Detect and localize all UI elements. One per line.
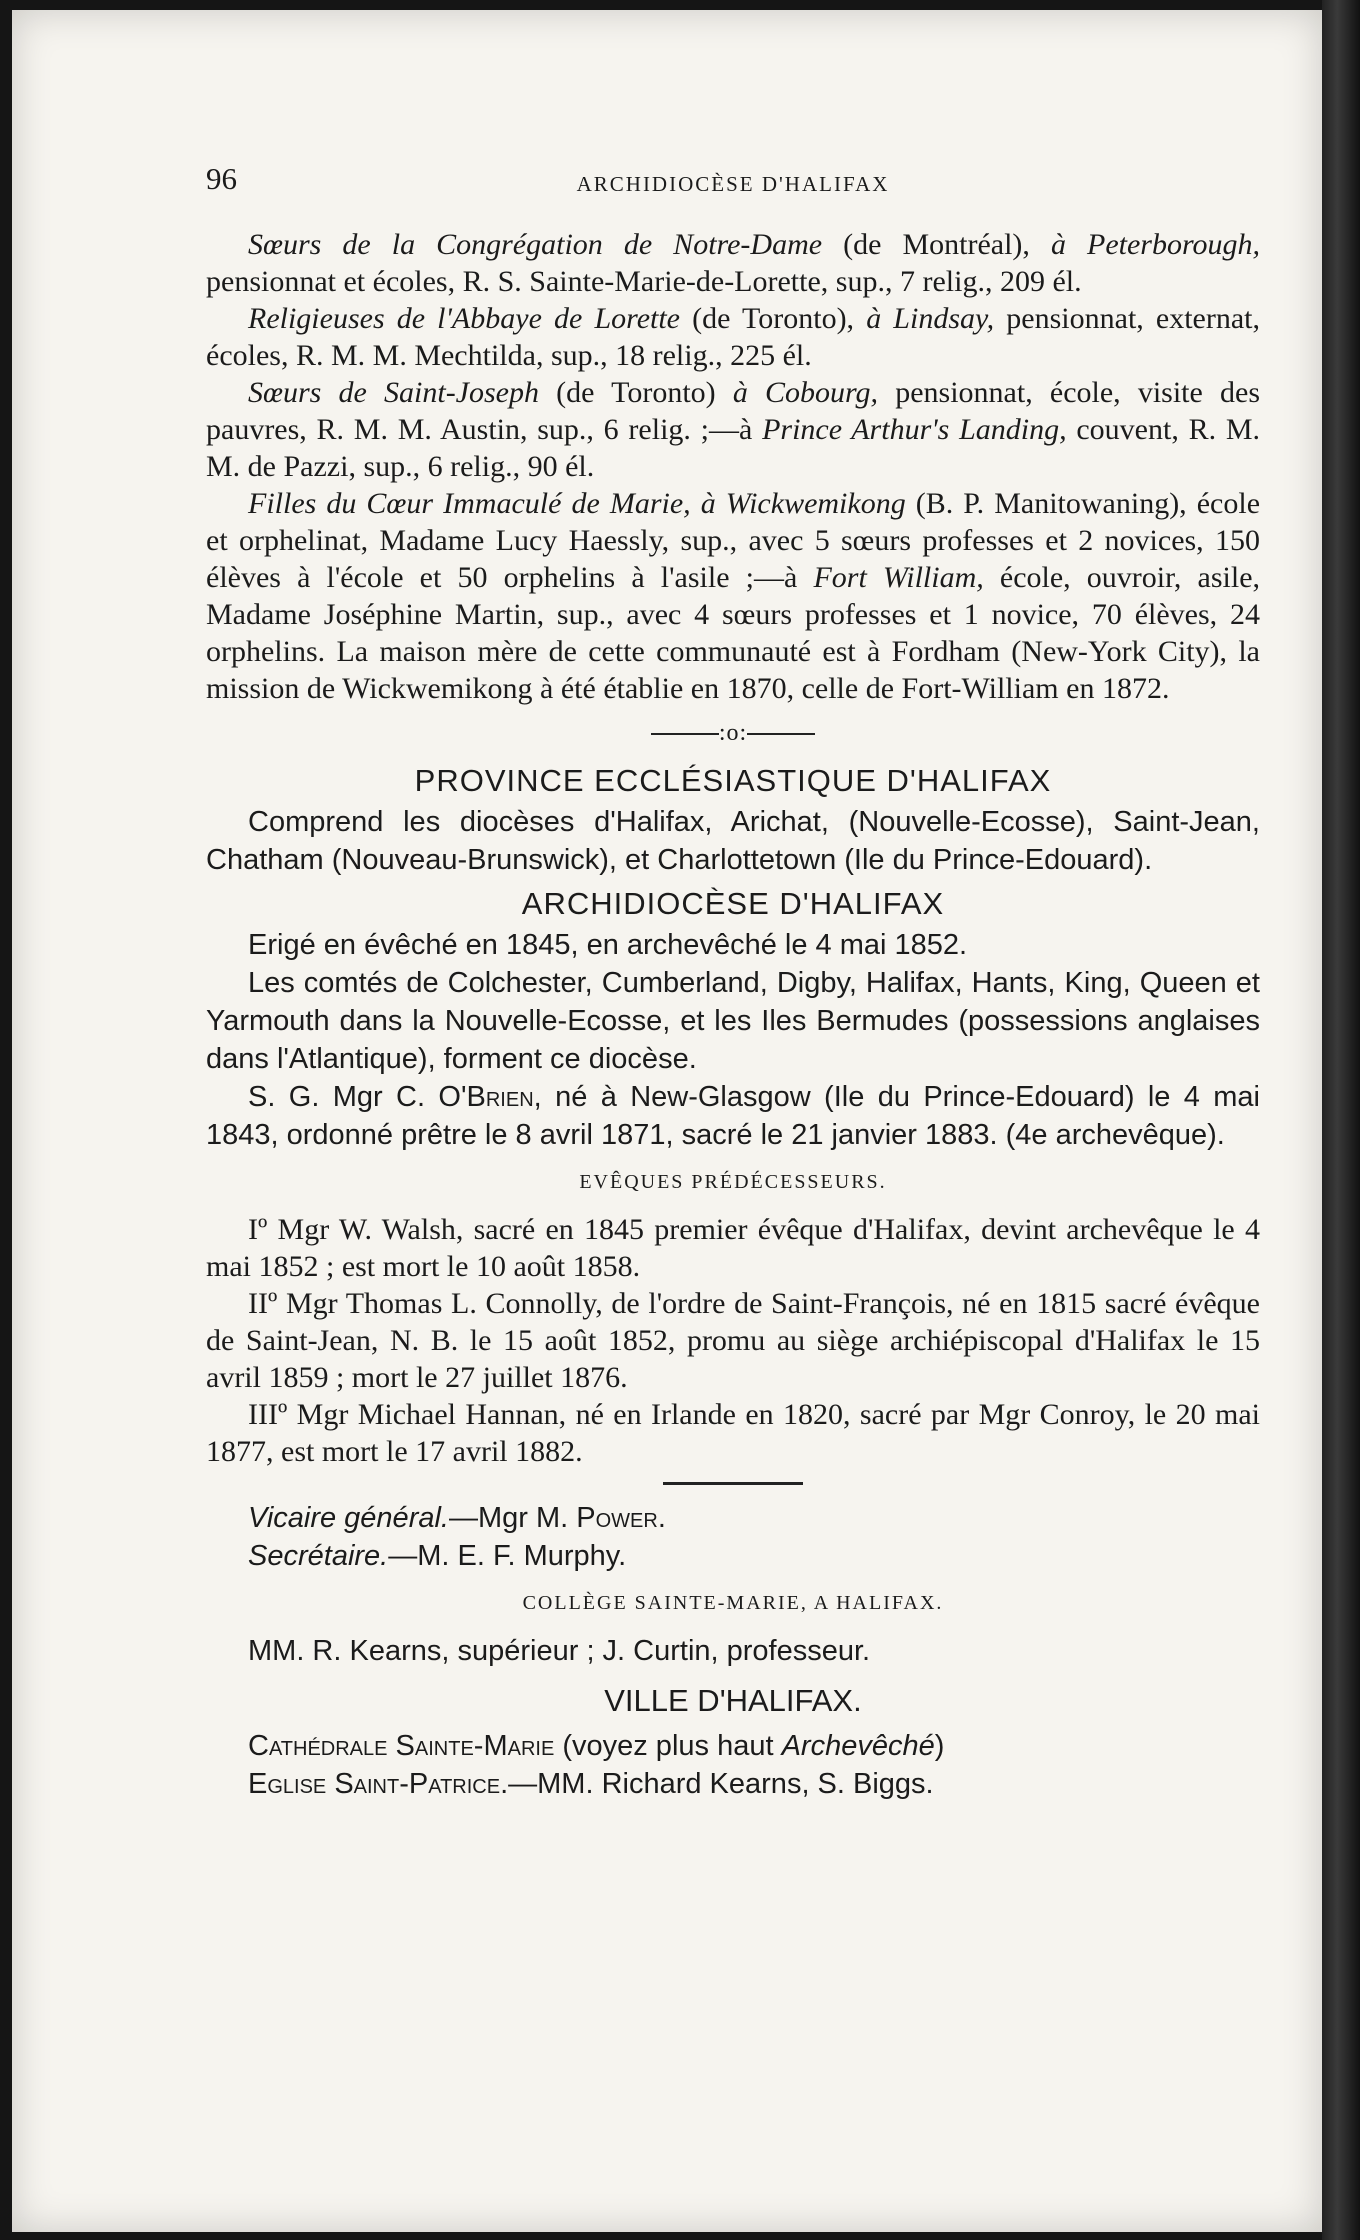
section-separator: :o: [206,715,1260,752]
vicaire-general: Vicaire général.—Mgr M. Power. [248,1502,666,1534]
archbishop-entry: S. G. Mgr C. O'Brien, né à New-Glasgow (Ile du Prince-Edouard) le 4 mai 1843, ordonné prêtre le 8 avril 1871, sacré le 21 janvier 1883. (4e archevêque). [206,1081,1260,1151]
eglise-entry: Eglise Saint-Patrice.—MM. Richard Kearns, S. Biggs. [248,1768,934,1800]
predecessors-heading: EVÊQUES PRÉDÉCESSEURS. [579,1171,887,1193]
predecessor-item: IIIº Mgr Michael Hannan, né en Irlande en 1820, sacré par Mgr Conroy, le 20 mai 1877, est mort le 17 avril 1882. [206,1398,1260,1468]
page-edge [1322,0,1360,2240]
predecessor-item: IIº Mgr Thomas L. Connolly, de l'ordre de Saint-François, né en 1815 sacré évêque de Saint-Jean, N. B. le 15 août 1852, promu au siège archiépiscopal d'Halifax le 15 avril 1859 ; mort le 27 juillet 1876. [206,1287,1260,1394]
archdiocese-heading: ARCHIDIOCÈSE D'HALIFAX [521,886,945,921]
entry-saint-joseph: Sœurs de Saint-Joseph (de Toronto) à Cobourg, pensionnat, école, visite des pauvres, R. M. M. Austin, sup., 6 relig. ;—à Prince Arthur's Landing, couvent, R. M. M. de Pazzi, sup., 6 relig., 90 él. [206,376,1261,483]
secretaire: Secrétaire.—M. E. F. Murphy. [248,1540,627,1572]
page-header [206,160,1260,204]
province-heading: PROVINCE ECCLÉSIASTIQUE D'HALIFAX [414,763,1052,798]
province-text: Comprend les diocèses d'Halifax, Arichat, (Nouvelle-Ecosse), Saint-Jean, Chatham (Nouveau-Brunswick), et Charlottetown (Ile du Prince-Edouard). [206,806,1260,876]
ville-heading: VILLE D'HALIFAX. [604,1683,862,1718]
predecessor-item: Iº Mgr W. Walsh, sacré en 1845 premier évêque d'Halifax, devint archevêque le 4 mai 1852 ; est mort le 10 août 1858. [206,1213,1260,1283]
college-staff: MM. R. Kearns, supérieur ; J. Curtin, professeur. [248,1635,871,1667]
college-heading: COLLÈGE SAINTE-MARIE, A HALIFAX. [522,1592,944,1614]
cathedrale-entry: Cathédrale Sainte-Marie (voyez plus haut Archevêché) [248,1730,945,1762]
divider-rule [663,1482,803,1485]
entry-filles-coeur-immacule: Filles du Cœur Immaculé de Marie, à Wickwemikong (B. P. Manitowaning), école et orphelinat, Madame Lucy Haessly, sup., avec 5 sœurs professes et 2 novices, 150 élèves à l'école et 50 orphelins à l'asile ;—à Fort William, école, ouvroir, asile, Madame Joséphine Martin, sup., avec 4 sœurs professes et 1 novice, 70 élèves, 24 orphelins. La maison mère de cette communauté est à Fordham (New-York City), la mission de Wickwemikong à été établie en 1870, celle de Fort-William en 1872. [206,487,1261,705]
archdiocese-erection: Erigé en évêché en 1845, en archevêché le 4 mai 1852. [248,929,968,961]
page-text [206,160,1260,1803]
entry-congregation-notre-dame: Sœurs de la Congrégation de Notre-Dame (de Montréal), à Peterborough, pensionnat et écoles, R. S. Sainte-Marie-de-Lorette, sup., 7 relig., 209 él. [206,228,1261,298]
running-head: ARCHIDIOCÈSE D'HALIFAX [576,172,890,196]
entry-abbaye-lorette: Religieuses de l'Abbaye de Lorette (de Toronto), à Lindsay, pensionnat, externat, écoles, R. M. M. Mechtilda, sup., 18 relig., 225 él. [206,302,1261,372]
page-number: 96 [206,161,237,196]
archdiocese-territory: Les comtés de Colchester, Cumberland, Digby, Halifax, Hants, King, Queen et Yarmouth dans la Nouvelle-Ecosse, et les Iles Bermudes (possessions anglaises dans l'Atlantique), forment ce diocèse. [206,967,1260,1075]
